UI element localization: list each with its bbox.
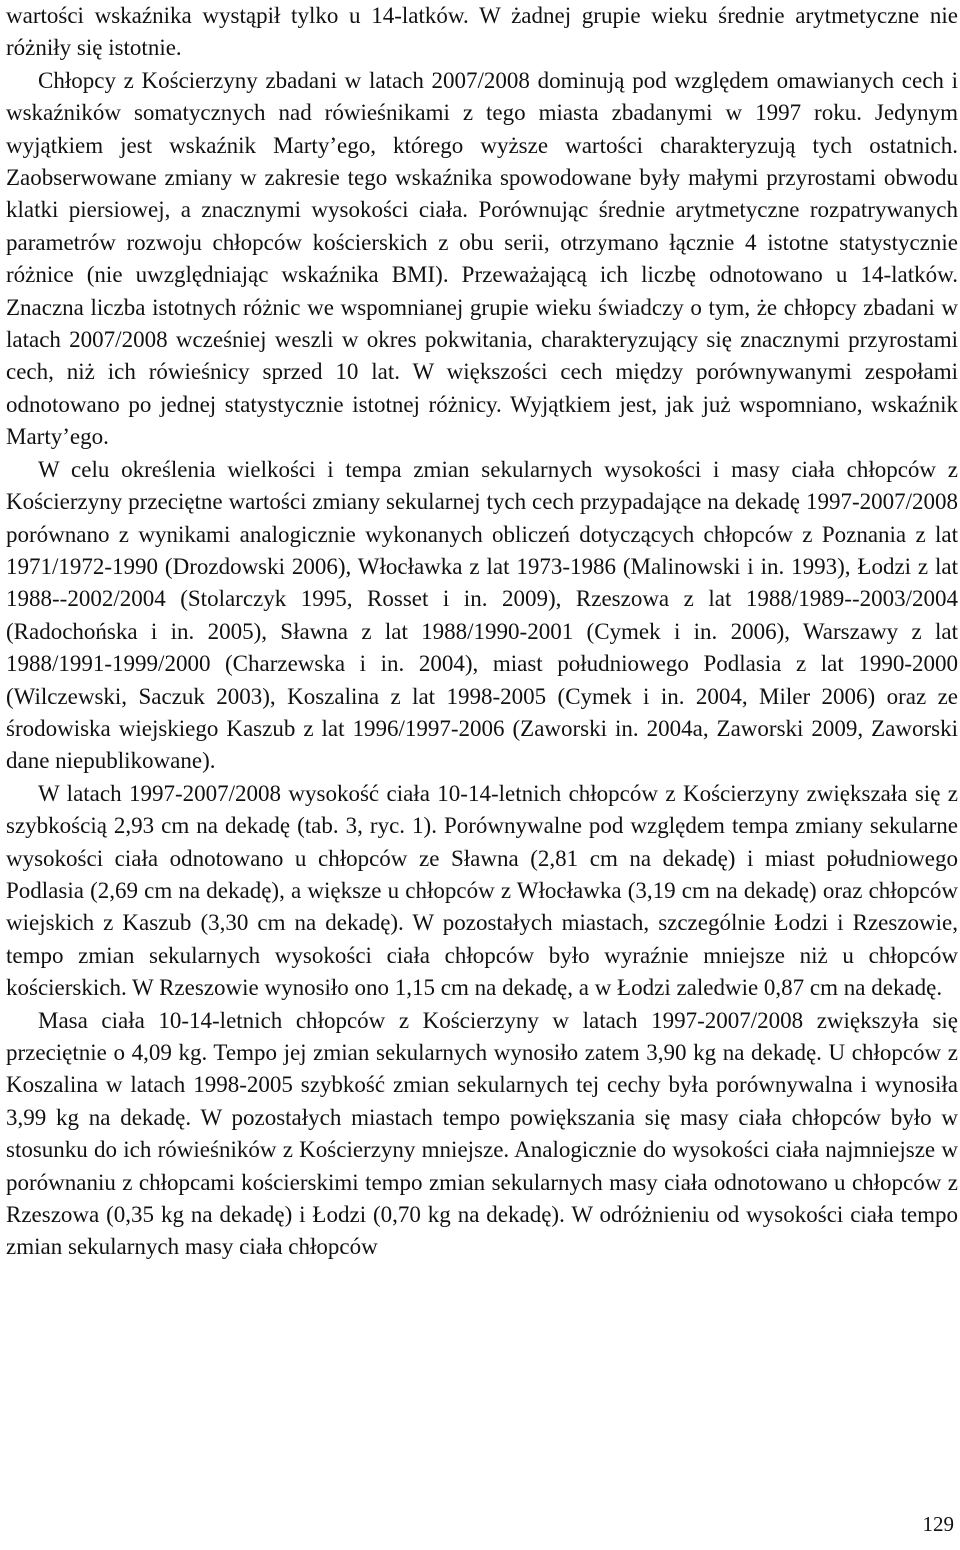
- document-page: [6, 0, 958, 1264]
- paragraph-body-height: W latach 1997-2007/2008 wysokość ciała 10-14-letnich chłopców z Kościerzyny zwiększała się z szybkością 2,93 cm na dekadę (tab. 3, ryc. 1). Porównywalne pod względem tempa zmiany sekularne wysokości ciała odnotowano u chłopców ze Sławna (2,81 cm na dekadę) i miast południowego Podlasia (2,69 cm na dekadę), a większe u chłopców z Włocławka (3,19 cm na dekadę) oraz chłopców wiejskich z Kaszub (3,30 cm na dekadę). W pozostałych miastach, szczególnie Łodzi i Rzeszowie, tempo zmian sekularnych wysokości ciała chłopców było wyraźnie mniejsze niż u chłopców kościerskich. W Rzeszowie wynosiło ono 1,15 cm na dekadę, a w Łodzi zaledwie 0,87 cm na dekadę.: [6, 780, 958, 1001]
- paragraph-body-mass: Masa ciała 10-14-letnich chłopców z Kościerzyny w latach 1997-2007/2008 zwiększyła się przeciętnie o 4,09 kg. Tempo jej zmian sekularnych wynosiło zatem 3,90 kg na dekadę. U chłopców z Koszalina w latach 1998-2005 szybkość zmian sekularnych tej cechy była porównywalna i wynosiła 3,99 kg na dekadę. W pozostałych miastach tempo powiększania się masy ciała chłopców było w stosunku do ich rówieśników z Kościerzyny mniejsze. Analogicznie do wysokości ciała najmniejsze w porównaniu z chłopcami kościerskimi tempo zmian sekularnych masy ciała odnotowano u chłopców z Rzeszowa (0,35 kg na dekadę) i Łodzi (0,70 kg na dekadę). W odróżnieniu od wysokości ciała tempo zmian sekularnych masy ciała chłopców: [6, 1007, 958, 1260]
- paragraph-continuation: wartości wskaźnika wystąpił tylko u 14-latków. W żadnej grupie wieku średnie arytmetyczne nie różniły się istotnie.: [6, 3, 958, 61]
- paragraph-comparison-1997-2008: Chłopcy z Kościerzyny zbadani w latach 2007/2008 dominują pod względem omawianych cech i wskaźników somatycznych nad rówieśnikami z tego miasta zbadanymi w 1997 roku. Jedynym wyjątkiem jest wskaźnik Marty’ego, którego wyższe wartości charakteryzują tych ostatnich. Zaobserwowane zmiany w zakresie tego wskaźnika spowodowane były małymi przyrostami obwodu klatki piersiowej, a znacznymi wysokości ciała. Porównując średnie arytmetyczne rozpatrywanych parametrów rozwoju chłopców kościerskich z obu serii, otrzymano łącznie 4 istotne statystycznie różnice (nie uwzględniając wskaźnika BMI). Przeważającą ich liczbę odnotowano u 14-latków. Znaczna liczba istotnych różnic we wspomnianej grupie wieku świadczy o tym, że chłopcy zbadani w latach 2007/2008 wcześniej weszli w okres pokwitania, charakteryzujący się znacznymi przyrostami cech, niż ich rówieśnicy sprzed 10 lat. W większości cech między porównywanymi zespołami odnotowano po jednej statystycznie istotnej różnicy. Wyjątkiem jest, jak już wspomniano, wskaźnik Marty’ego.: [6, 67, 958, 450]
- page-number: 129: [922, 1512, 954, 1536]
- paragraph-secular-change-method: W celu określenia wielkości i tempa zmian sekularnych wysokości i masy ciała chłopców z Kościerzyny przeciętne wartości zmiany sekularnej tych cech przypadające na dekadę 1997-2007/2008 porównano z wynikami analogicznie wykonanych obliczeń dotyczących chłopców z Poznania z lat 1971/1972-1990 (Drozdowski 2006), Włocławka z lat 1973-1986 (Malinowski i in. 1993), Łodzi z lat 1988--2002/2004 (Stolarczyk 1995, Rosset i in. 2009), Rzeszowa z lat 1988/1989--2003/2004 (Radochońska i in. 2005), Sławna z lat 1988/1990-2001 (Cymek i in. 2006), Warszawy z lat 1988/1991-1999/2000 (Charzewska i in. 2004), miast południowego Podlasia z lat 1990-2000 (Wilczewski, Saczuk 2003), Koszalina z lat 1998-2005 (Cymek i in. 2004, Miler 2006) oraz ze środowiska wiejskiego Kaszub z lat 1996/1997-2006 (Zaworski in. 2004a, Zaworski 2009, Zaworski dane niepublikowane).: [6, 456, 958, 774]
